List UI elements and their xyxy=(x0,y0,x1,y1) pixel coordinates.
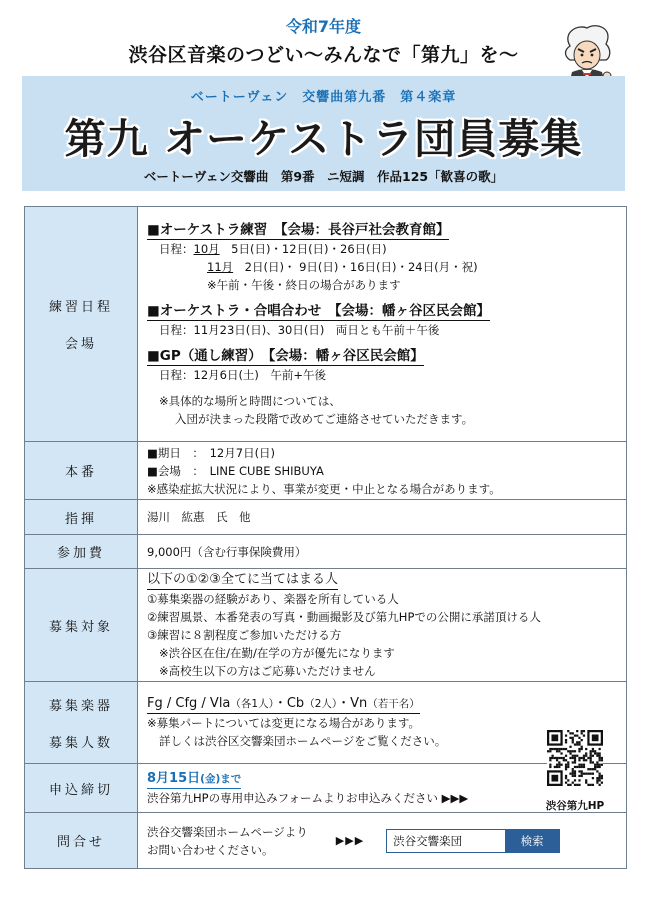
practice-time-note: ※午前・午後・終日の場合があります xyxy=(207,277,401,292)
gp-schedule: 日程：12月6日(土) 午前+午後 xyxy=(159,367,327,382)
symphony-subtitle: ベートーヴェン 交響曲第九番 第４楽章 xyxy=(190,90,457,105)
eligibility-content xyxy=(138,569,627,682)
november-dates: 2日(日)・ 9日(日)・16日(日)・24日(月・祝) xyxy=(233,259,478,274)
fee-row xyxy=(25,535,627,569)
search-button[interactable]: 検索 xyxy=(505,830,559,852)
contact-content xyxy=(138,813,627,869)
joint-rehearsal-schedule: 日程：11月23日(日)、30日(日) 両日とも午前＋午後 xyxy=(159,322,440,337)
joint-rehearsal-heading: ■オーケストラ・合唱合わせ 【会場：幡ヶ谷区民会館】 xyxy=(147,302,490,319)
performance-row xyxy=(25,442,627,500)
performance-venue: ■会場 ： LINE CUBE SHIBUYA xyxy=(147,463,324,478)
practice-note-line2: 入団が決まった段階で改めてご連絡させていただきます。 xyxy=(175,411,474,426)
november-month: 11月 xyxy=(207,259,234,274)
qr-block xyxy=(536,730,614,813)
october-month: 10月 xyxy=(193,241,220,256)
event-title: 渋谷区音楽のつどい～みんなで「第九」を～ xyxy=(128,44,519,66)
main-title: 第九 オーケストラ団員募集 xyxy=(64,115,583,163)
instruments-label xyxy=(25,682,138,764)
eligibility-label: 募集対象 xyxy=(25,569,138,682)
performance-note: ※感染症拡大状況により、事業が変更・中止となる場合があります。 xyxy=(147,481,501,496)
practice-label-venue: 会場 xyxy=(64,337,97,352)
deadline-date: 8月15日(金)まで xyxy=(147,770,241,789)
orchestra-practice-heading: ■オーケストラ練習 【会場：長谷戸社会教育館】 xyxy=(147,221,450,238)
performance-content xyxy=(138,442,627,500)
fee-label: 参加費 xyxy=(25,535,138,569)
practice-label-schedule: 練習日程 xyxy=(48,300,113,315)
instruments-note-line2: 詳しくは渋谷区交響楽団ホームページをご覧ください。 xyxy=(159,734,447,748)
conductor-label: 指揮 xyxy=(25,500,138,535)
contact-label: 問合せ xyxy=(25,813,138,869)
contact-row xyxy=(25,813,627,869)
instruments-label-parts: 募集楽器 xyxy=(48,698,113,714)
qr-code[interactable] xyxy=(547,730,603,786)
instrument-parts: Fg / Cfg / Vla（各1人）・Cb（2人）・Vn（若干名） xyxy=(147,695,420,714)
october-dates: 5日(日)・12日(日)・26日(日) xyxy=(219,241,387,256)
eligibility-note: ※渋谷区在住/在勤/在学の方が優先になります xyxy=(159,645,395,660)
contact-line1: 渋谷交響楽団ホームページより xyxy=(147,824,308,839)
october-schedule: 日程：10月 5日(日)・12日(日)・26日(日) xyxy=(159,241,387,256)
qr-label: 渋谷第九HP xyxy=(545,800,605,812)
contact-line2: お問い合わせください。 xyxy=(147,842,274,857)
performance-label: 本番 xyxy=(25,442,138,500)
eligibility-item: ①募集楽器の経験があり、楽器を所有している人 xyxy=(147,591,399,606)
eligibility-note: ※高校生以下の方はご応募いただけません xyxy=(159,663,376,678)
instruments-label-count: 募集人数 xyxy=(48,735,113,751)
search-box xyxy=(386,829,560,853)
arrow-icons: ▶▶▶ xyxy=(335,834,365,847)
search-input[interactable]: 渋谷交響楽団 xyxy=(387,830,505,852)
eligibility-item: ②練習風景、本番発表の写真・動画撮影及び第九HPでの公開に承諾頂ける人 xyxy=(147,609,541,624)
work-line: ベートーヴェン交響曲 第9番 ニ短調 作品125「歓喜の歌」 xyxy=(143,169,504,184)
practice-note-line1: ※具体的な場所と時間については、 xyxy=(159,393,341,408)
eligibility-item: ③練習に８割程度ご参加いただける方 xyxy=(147,627,342,642)
conductor-row xyxy=(25,500,627,535)
practice-row xyxy=(25,207,627,442)
gp-heading: ■GP（通し練習） 【会場：幡ヶ谷区民会館】 xyxy=(147,347,424,364)
instruments-note-line1: ※募集パートについては変更になる場合があります。 xyxy=(147,716,420,730)
performance-date: ■期日 ： 12月7日(日) xyxy=(147,445,276,460)
conductor-value: 湯川 紘惠 氏 他 xyxy=(138,500,627,535)
eligibility-row xyxy=(25,569,627,682)
fiscal-year: 令和7年度 xyxy=(285,17,362,36)
eligibility-heading: 以下の①②③全てに当てはまる人 xyxy=(147,571,338,590)
november-schedule xyxy=(147,258,626,276)
practice-content xyxy=(138,207,627,442)
fee-value: 9,000円（含む行事保険費用） xyxy=(138,535,627,569)
practice-label xyxy=(25,207,138,442)
application-form-text[interactable]: 渋谷第九HPの専用申込みフォームよりお申込みください ▶▶▶ xyxy=(147,790,469,805)
deadline-label: 申込締切 xyxy=(25,764,138,813)
